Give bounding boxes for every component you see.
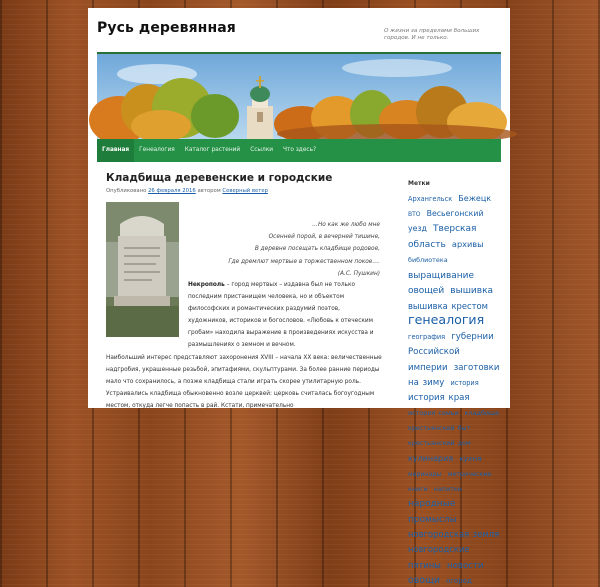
tag-link[interactable]: кладбище [464,409,499,418]
tag-link[interactable]: новгородские пятины [408,544,470,570]
tag-link[interactable]: Бежецк [458,194,492,203]
post-meta-prefix: Опубликовано [106,188,147,194]
tag-link[interactable]: история края [408,392,470,403]
nav-item-home[interactable]: Главная [97,139,134,162]
autumn-church-illustration [97,54,501,140]
tag-link[interactable]: Архангельск [408,195,453,203]
tag-link[interactable]: огород [446,576,472,585]
tag-link[interactable]: крестьянский быт [408,424,471,433]
tag-link[interactable]: география [408,333,446,342]
site-description: О жизни за пределами больших городов. И не только. [384,28,480,42]
intro-text: – город мертвых – издавна был не только последним пристанищем человека, но и объектом философских и романтических раздумий поэтов, художников, историков и богословов. «Любовь к отеческим гробам» находила выражение в произведениях искусства и размышлениях о земном и вечном. [188,282,374,348]
tag-link[interactable]: ВТО [408,211,421,219]
post-title[interactable]: Кладбища деревенские и городские [106,172,333,184]
tag-link[interactable]: напитки [433,485,462,493]
post-author-prefix: автором [197,188,221,194]
tag-link[interactable]: кухня [459,453,482,463]
tag-link[interactable]: заготовки на зиму [408,362,500,388]
nav-item-links[interactable]: Ссылки [250,147,273,153]
nav-item-genealogy[interactable]: Генеалогия [139,147,175,153]
body-paragraph: Наибольший интерес представляют захоронения XVIII – начала XX века: величественные надгробия, украшенные резьбой, эпитафиями, скульптурами. За более ранние периоды мало что сохранилось, а позже кладбища стали играть скорее утилитарную роль. Устраивались кладбища обыкновенно возле церквей: церковь считалась богоугодным местом, откуда легче попасть в рай. Кстати, примечательно [106,355,382,409]
tag-link[interactable]: губернии Российской империи [408,332,494,373]
tag-link[interactable]: Весьегонский уезд [408,209,484,234]
nav-item-plant-catalog[interactable]: Каталог растений [184,147,241,153]
tag-link[interactable]: история [450,378,479,387]
tombstone-photo[interactable] [106,202,179,337]
post-date-link[interactable]: 26 февраля 2016 [148,188,196,194]
tombstone-image [106,202,179,337]
poem-line: Осенней порой, в вечерней тишине, [268,234,380,241]
nav-item-about[interactable]: Что здесь? [282,147,317,153]
tag-link[interactable]: крестьянский дом [408,439,471,448]
tag-link[interactable]: кулинария [408,453,454,463]
tag-link[interactable]: метрические книги [408,469,492,493]
tag-link[interactable]: новости [447,560,484,571]
tag-cloud [408,188,500,586]
poem-line: В деревне посещать кладбище родовое, [254,246,380,253]
tag-link[interactable]: генеалогия [408,311,485,327]
tag-link[interactable]: маринады [408,470,442,478]
intro-paragraph [188,280,380,351]
poem-line: Где дремлют мертвые в торжественном покое…. [228,258,380,265]
tag-link[interactable]: овощи [408,574,440,586]
tags-widget-title: Метки [408,180,430,187]
epigraph-poem [188,219,380,280]
poem-attribution: (А.С. Пушкин) [337,270,380,277]
header-image[interactable] [97,52,501,140]
tag-link[interactable]: вышивка крестом [408,300,488,311]
main-navigation [97,139,501,162]
page-container [88,8,510,586]
poem-line: …Но как же любо мне [312,222,380,228]
tag-link[interactable]: вышивка [450,286,494,297]
tag-link[interactable]: история семьи [408,409,459,418]
tag-link[interactable]: выращивание овощей [408,270,475,297]
tag-link[interactable]: архивы [451,238,484,249]
tag-link[interactable]: Тверская область [408,224,477,250]
intro-term: Некрополь [188,282,225,288]
site-title[interactable]: Русь деревянная [97,20,236,36]
post-author-link[interactable]: Северный ветер [222,188,268,194]
post-meta [106,188,268,194]
tag-link[interactable]: новгородская земля [408,529,500,540]
tag-link[interactable]: народные промыслы [408,499,457,525]
tag-link[interactable]: библиотека [408,256,448,265]
